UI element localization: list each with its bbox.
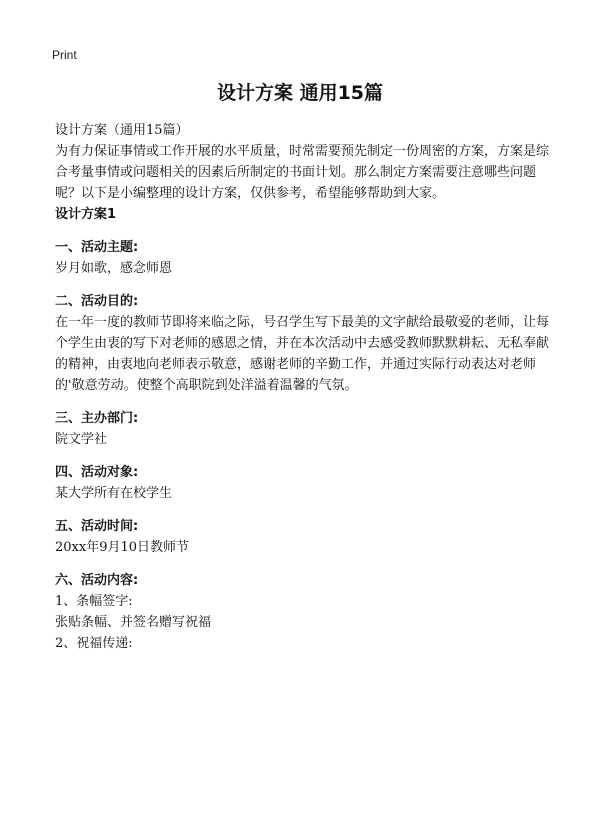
content-line-banner: 张贴条幅、并签名赠写祝福 — [55, 615, 212, 630]
document-subtitle: 设计方案（通用15篇） — [55, 123, 189, 138]
document-title: 设计方案 通用15篇 — [216, 82, 384, 104]
print-label: Print — [52, 48, 77, 62]
plan-heading: 设计方案1 — [55, 207, 117, 222]
section-heading-time: 五、活动时间: — [55, 519, 139, 534]
section-heading-purpose: 二、活动目的: — [55, 294, 139, 309]
section-body-purpose: 在一年一度的教师节即将来临之际，号召学生写下最美的文字献给最敬爱的老师，让每个学生由衷的写下对老师的感恩之情，并在本次活动中去感受教师默默耕耘、无私奉献的精神，由衷地向老师表示敬意，感谢老师的辛勤工作，并通过实际行动表达对老师的'敬意劳动。使整个高职院到处洋溢着温馨的气氛。 — [55, 315, 550, 393]
section-heading-theme: 一、活动主题: — [55, 240, 139, 255]
section-body-organizer: 院文学社 — [55, 432, 108, 447]
section-body-time: 20xx年9月10日教师节 — [55, 540, 190, 555]
section-heading-organizer: 三、主办部门: — [55, 411, 139, 426]
intro-paragraph: 为有力保证事情或工作开展的水平质量，时常需要预先制定一份周密的方案，方案是综合考量事情或问题相关的因素后所制定的书面计划。那么制定方案需要注意哪些问题呢？以下是小编整理的设计方案，仅供参考，希望能够帮助到大家。 — [55, 144, 550, 201]
content-line-wishes: 2、祝福传递: — [55, 636, 133, 651]
section-heading-audience: 四、活动对象: — [55, 465, 139, 480]
section-body-audience: 某大学所有在校学生 — [55, 486, 173, 501]
section-body-content: 1、条幅签字: — [55, 594, 133, 609]
section-heading-content: 六、活动内容: — [55, 573, 139, 588]
document-content — [55, 120, 549, 654]
section-body-theme: 岁月如歌，感念师恩 — [55, 261, 173, 276]
